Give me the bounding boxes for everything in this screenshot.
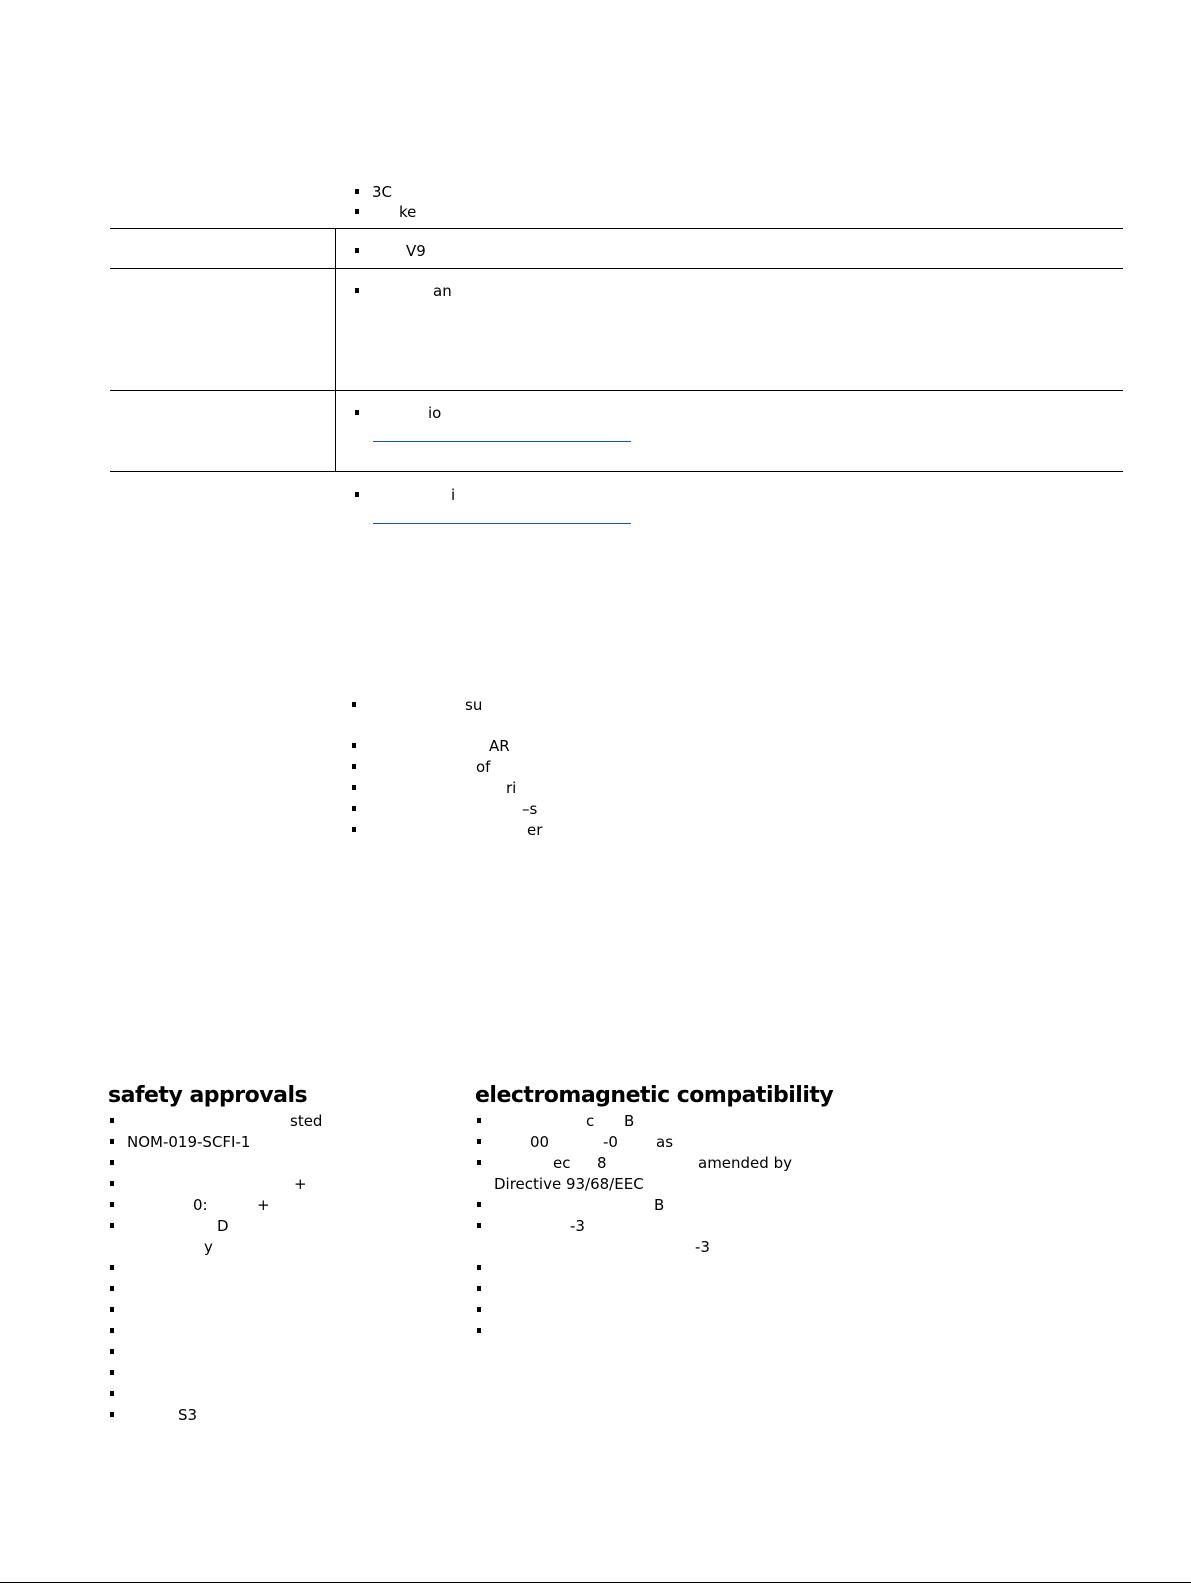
bullet-marker — [355, 209, 359, 214]
bullet-marker — [355, 410, 359, 415]
list-item-text: sted — [290, 1112, 323, 1130]
table-row-divider — [110, 390, 1123, 391]
list-item-text: -0 — [603, 1133, 618, 1151]
list-item-text: ec — [553, 1154, 571, 1172]
bullet-marker — [477, 1223, 481, 1228]
list-item-text: –s — [522, 800, 538, 818]
list-item-text: su — [465, 696, 483, 714]
bullet-marker — [110, 1349, 114, 1354]
list-item-text: D — [217, 1217, 229, 1235]
list-item-text: + — [294, 1175, 307, 1193]
bullet-marker — [352, 764, 356, 769]
bullet-marker — [110, 1328, 114, 1333]
bullet-marker — [110, 1265, 114, 1270]
list-item-continuation: -3 — [695, 1238, 710, 1256]
bullet-marker — [352, 785, 356, 790]
list-item-text: -3 — [570, 1217, 585, 1235]
page-bottom-rule — [0, 1582, 1191, 1583]
bullet-marker — [110, 1286, 114, 1291]
bullet-marker — [110, 1223, 114, 1228]
list-item-text: of — [476, 758, 491, 776]
list-item-text: AR — [489, 737, 510, 755]
list-item-text: S3 — [178, 1406, 198, 1424]
list-item-text: as — [656, 1133, 674, 1151]
table-row-divider — [110, 228, 1123, 229]
bullet-marker — [110, 1307, 114, 1312]
bullet-marker — [352, 806, 356, 811]
hyperlink-underline[interactable] — [373, 523, 631, 524]
bullet-marker — [110, 1160, 114, 1165]
bullet-marker — [352, 702, 356, 707]
table-row-divider — [110, 268, 1123, 269]
emc-heading: electromagnetic compatibility — [475, 1083, 834, 1108]
bullet-marker — [477, 1118, 481, 1123]
list-item-text: ri — [506, 779, 517, 797]
list-item-text: V9 — [406, 242, 426, 260]
bullet-marker — [477, 1307, 481, 1312]
list-item-continuation: y — [204, 1238, 213, 1256]
bullet-marker — [110, 1391, 114, 1396]
bullet-marker — [477, 1265, 481, 1270]
bullet-marker — [352, 743, 356, 748]
hyperlink-underline[interactable] — [373, 441, 631, 442]
bullet-marker — [352, 827, 356, 832]
list-item-text: NOM-019-SCFI-1 — [127, 1133, 251, 1151]
bullet-marker — [355, 288, 359, 293]
list-item-text: B — [624, 1112, 635, 1130]
list-item-text: 3C — [372, 183, 393, 201]
bullet-marker — [110, 1202, 114, 1207]
list-item-text: an — [433, 282, 452, 300]
list-item-text: 8 — [597, 1154, 607, 1172]
list-item-text: + — [257, 1196, 270, 1214]
bullet-marker — [355, 189, 359, 194]
table-row-divider — [110, 471, 1123, 472]
list-item-text: B — [654, 1196, 665, 1214]
bullet-marker — [110, 1370, 114, 1375]
bullet-marker — [355, 492, 359, 497]
list-item-text: 00 — [530, 1133, 550, 1151]
list-item-text: io — [428, 404, 442, 422]
safety-approvals-heading: safety approvals — [108, 1083, 308, 1108]
bullet-marker — [477, 1328, 481, 1333]
bullet-marker — [110, 1118, 114, 1123]
bullet-marker — [477, 1160, 481, 1165]
bullet-marker — [110, 1181, 114, 1186]
list-item-text: er — [527, 821, 543, 839]
list-item-text: ke — [399, 203, 417, 221]
bullet-marker — [110, 1412, 114, 1417]
list-item-text: amended by — [698, 1154, 792, 1172]
list-item-text: 0: — [193, 1196, 208, 1214]
bullet-marker — [477, 1202, 481, 1207]
bullet-marker — [355, 248, 359, 253]
bullet-marker — [477, 1286, 481, 1291]
table-column-divider — [335, 228, 336, 471]
list-item-text: c — [586, 1112, 595, 1130]
list-item-text: i — [451, 486, 456, 504]
bullet-marker — [110, 1139, 114, 1144]
list-item-continuation: Directive 93/68/EEC — [494, 1175, 644, 1193]
bullet-marker — [477, 1139, 481, 1144]
